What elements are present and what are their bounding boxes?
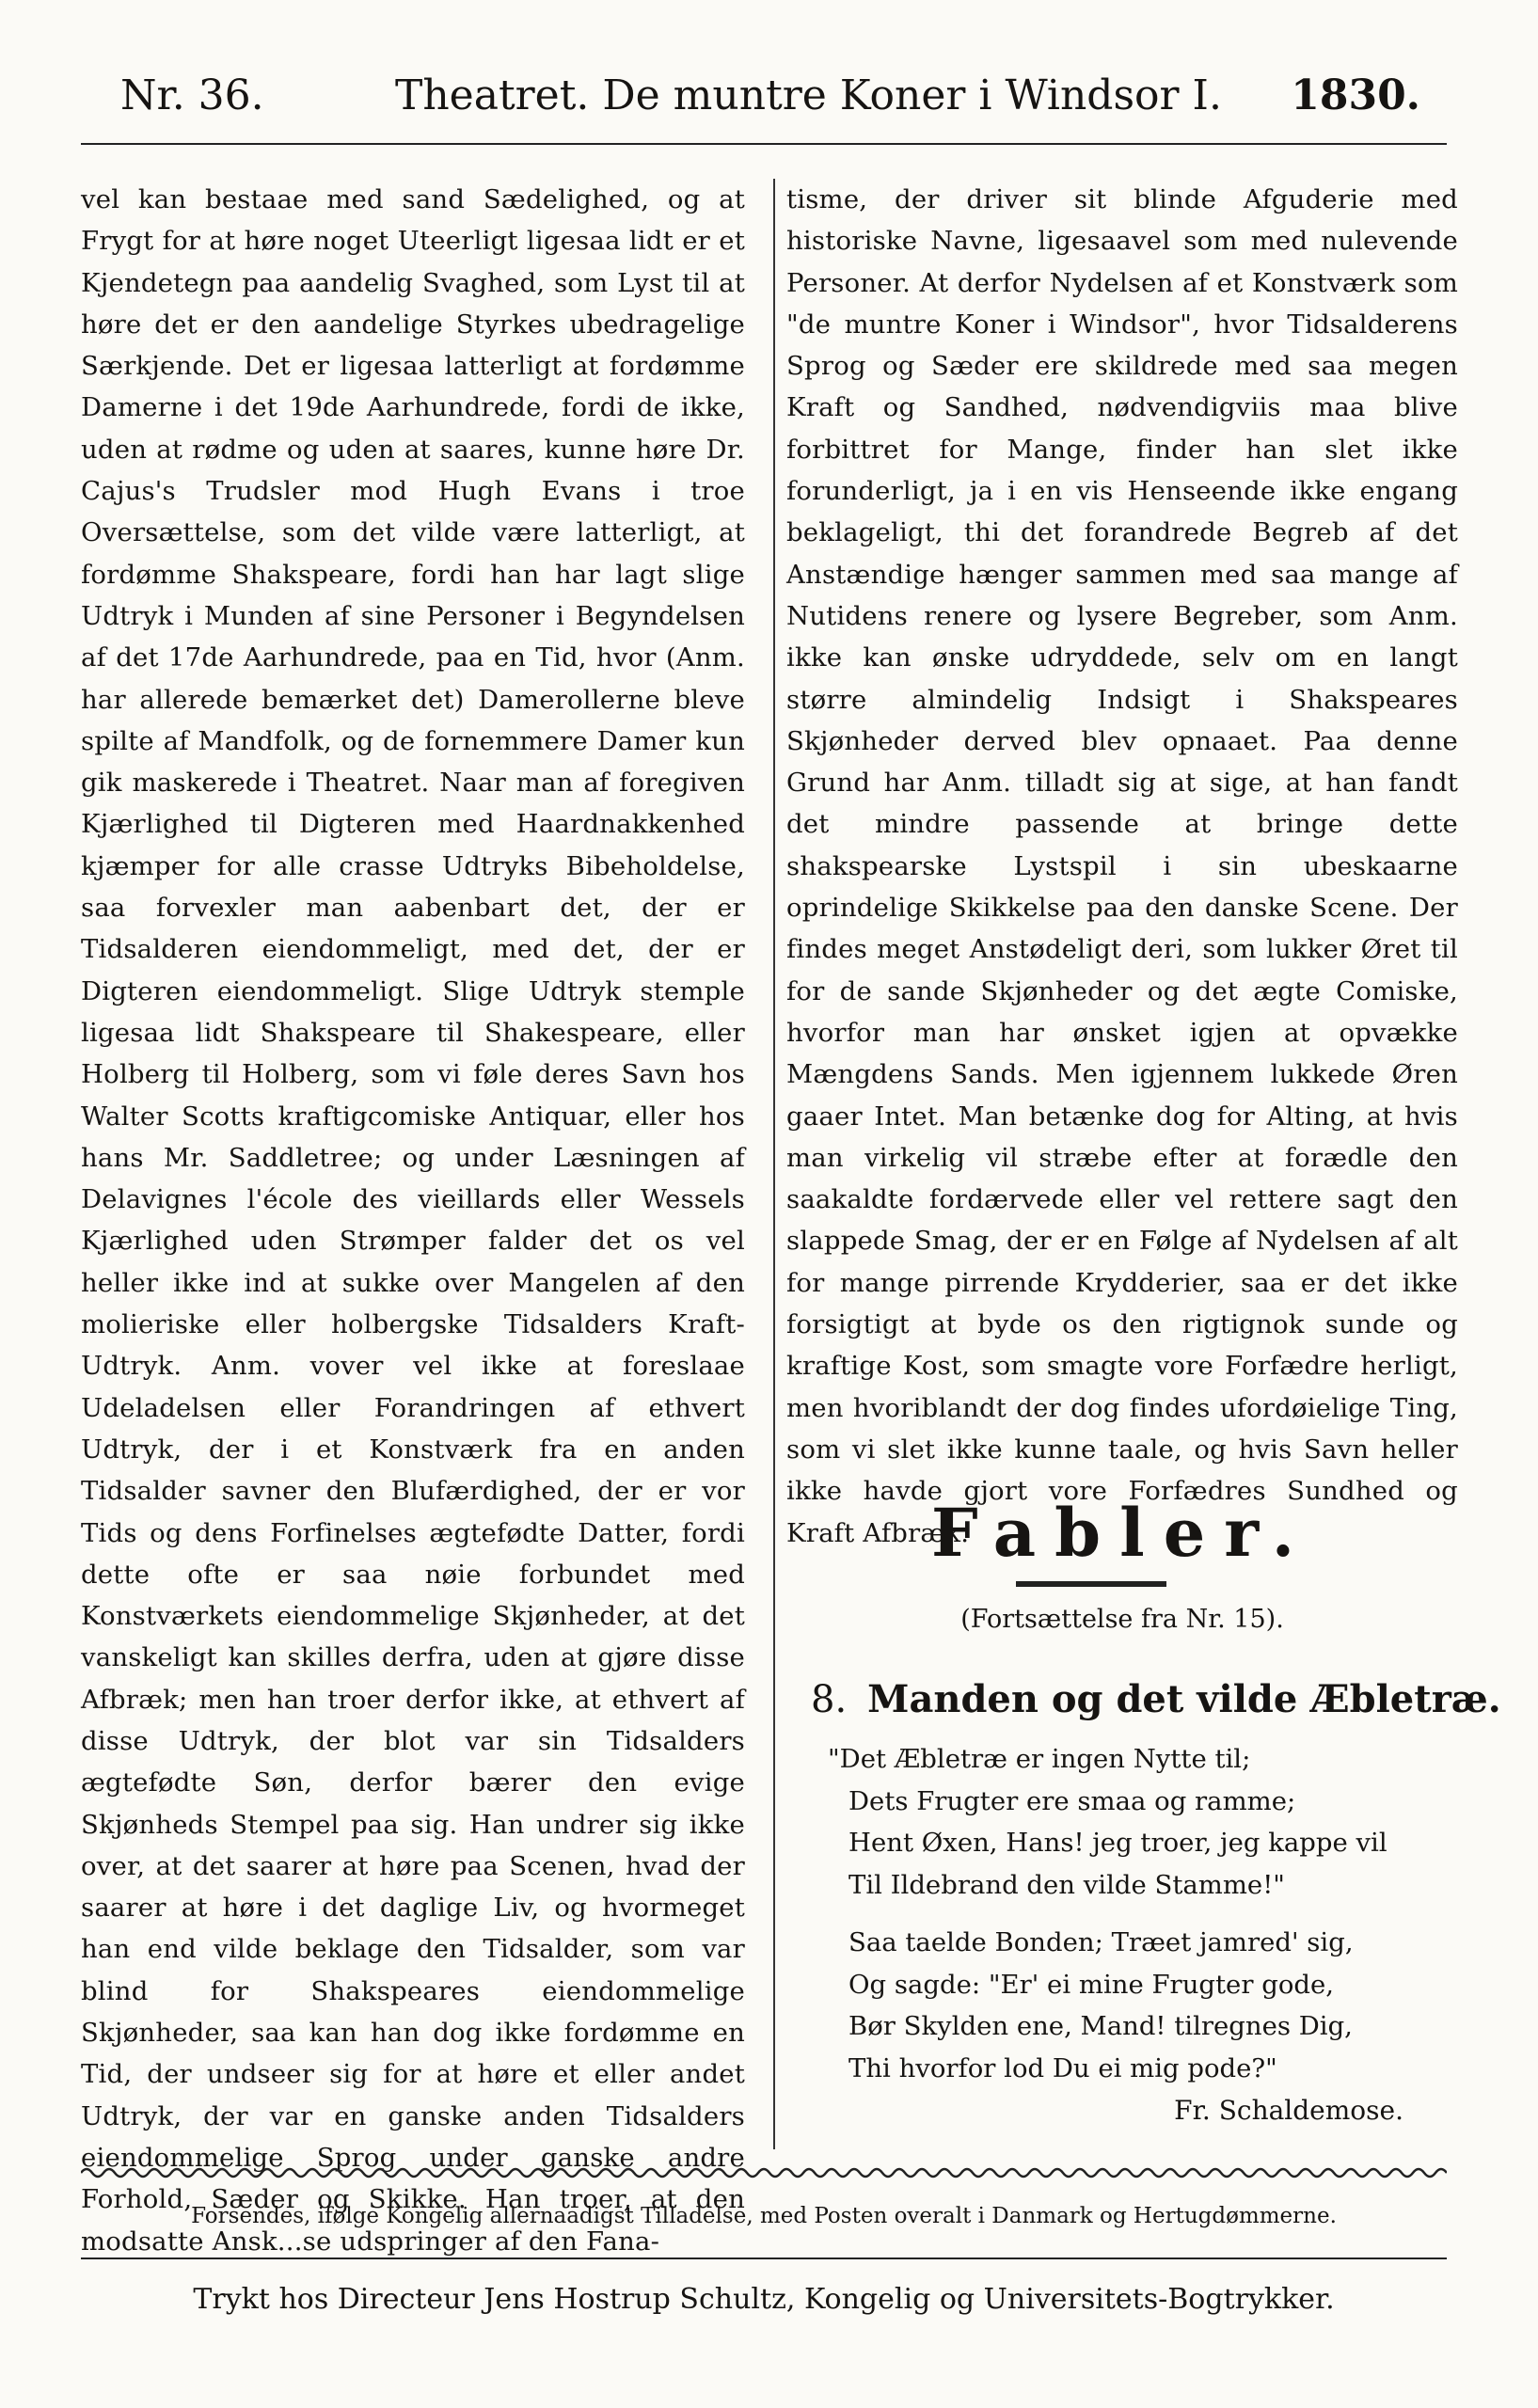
- right-column-text: tisme, der driver sit blinde Afguderie med historiske Navne, ligesaavel som med nulevende Personer. At derfor Nydelsen af et Konstværk som "de muntre Koner i Windsor", hvor Tidsalderens Sprog og Sæder ere skildrede med saa megen Kraft og Sandhed, nødvendigviis maa blive forbittret for Mange, finder han slet ikke forunderligt, ja i en vis Henseende ikke engang beklageligt, thi det forandrede Begreb af det Anstændige hænger sammen med saa mange af Nutidens renere og lysere Begreber, som Anm. ikke kan ønske udryddede, selv om en langt større almindelig Indsigt i Shakspeares Skjønheder derved blev opnaaet. Paa denne Grund har Anm. tilladt sig at sige, at han fandt det mindre passende at bringe dette shakspearske Lystspil i sin ubeskaarne oprindelige Skikkelse paa den danske Scene. Der findes meget Anstødeligt deri, som lukker Øret til for de sande Skjønheder og det ægte Comiske, hvorfor man har ønsket igjen at opvække Mængdens Sands. Men igjennem lukkede Øren gaaer Intet. Man betænke dog for Alting, at hvis man virkelig vil stræbe efter at forædle den saakaldte fordærvede eller vel rettere sagt den slappede Smag, der er en Følge af Nydelsen af alt for mange pirrende Krydderier, saa er det ikke forsigtigt at byde os den rigtignok sunde og kraftige Kost, som smagte vore Forfædre herligt, men hvoriblandt der dog findes ufordøielige Ting, som vi slet ikke kunne taale, og hvis Savn heller ikke havde gjort vore Forfædres Sundhed og Kraft Afbræk.: [786, 184, 1458, 1548]
- verse-line: Og sagde: "Er' ei mine Frugter gode,: [848, 1969, 1335, 2000]
- column-divider: [773, 179, 775, 2149]
- verse-line: Saa taelde Bonden; Træet jamred' sig,: [848, 1927, 1354, 1957]
- issue-year: 1830.: [1291, 71, 1420, 119]
- verse-line: Til Ildebrand den vilde Stamme!": [848, 1869, 1285, 1900]
- verse-line: Hent Øxen, Hans! jeg troer, jeg kappe vil: [848, 1828, 1387, 1858]
- verse-stanza-2: [828, 1922, 1439, 2089]
- fabler-underline: [1016, 1581, 1166, 1587]
- left-column-text: vel kan bestaae med sand Sædelighed, og at Frygt for at høre noget Uteerligt ligesaa lidt er et Kjendetegn paa aandelig Svaghed, som Lyst til at høre det er den aandelige Styrkes ubedragelige Særkjende. Det er ligesaa latterligt at fordømme Damerne i det 19de Aarhundrede, fordi de ikke, uden at rødme og uden at saares, kunne høre Dr. Cajus's Trudsler mod Hugh Evans i troe Oversættelse, som det vilde være latterligt, at fordømme Shakspeare, fordi han har lagt slige Udtryk i Munden af sine Personer i Begyndelsen af det 17de Aarhundrede, paa en Tid, hvor (Anm. har allerede bemærket det) Damerollerne bleve spilte af Mandfolk, og de fornemmere Damer kun gik maskerede i Theatret. Naar man af foregiven Kjærlighed til Digteren med Haardnakkenhed kjæmper for alle crasse Udtryks Bibeholdelse, saa forvexler man aabenbart det, der er Tidsalderen eiendommeligt, med det, der er Digteren eiendommeligt. Slige Udtryk stemple ligesaa lidt Shakspeare til Shakespeare, eller Holberg til Holberg, som vi føle deres Savn hos Walter Scotts kraftigcomiske Antiquar, eller hos hans Mr. Saddletree; og under Læsningen af Delavignes l'école des vieillards eller Wessels Kjærlighed uden Strømper falder det os vel heller ikke ind at sukke over Mangelen af den molieriske eller holbergske Tidsalders Kraft-Udtryk. Anm. vover vel ikke at foreslaae Udeladelsen eller Forandringen af ethvert Udtryk, der i et Konstværk fra en anden Tidsalder savner den Blufærdighed, der er vor Tids og dens Forfinelses ægtefødte Datter, fordi dette ofte er saa nøie forbundet med Konstværkets eiendommelige Skjønheder, at det vanskeligt kan skilles derfra, uden at gjøre disse Afbræk; men han troer derfor ikke, at ethvert af disse Udtryk, der blot var sin Tidsalders ægtefødte Søn, derfor bærer den evige Skjønheds Stempel paa sig. Han undrer sig ikke over, at det saarer at høre paa Scenen, hvad der saarer at høre i det daglige Liv, og hvormeget han end vilde beklage den Tidsalder, som var blind for Shakspeares eiendommelige Skjønheder, saa kan han dog ikke fordømme en Tid, der undseer sig for at høre et eller andet Udtryk, der var en ganske anden Tidsalders eiendommelige Sprog under ganske andre Forhold, Sæder og Skikke. Han troer, at den modsatte Ansk...se udspringer af den Fana-: [81, 184, 745, 2257]
- footer-rule: [81, 2258, 1447, 2259]
- wavy-rule: [81, 2163, 1447, 2182]
- fabler-subheading: (Fortsættelse fra Nr. 15).: [960, 1605, 1284, 1634]
- fable-number: 8.: [811, 1678, 848, 1721]
- page-header: [113, 68, 1420, 124]
- header-rule: [81, 143, 1447, 145]
- verse-line: Thi hvorfor lod Du ei mig pode?": [848, 2052, 1277, 2083]
- left-column: [81, 179, 745, 2257]
- wavy-rule-line: [81, 2169, 1447, 2177]
- fabler-heading: Fabler.: [930, 1494, 1314, 1572]
- verse-line: Dets Frugter ere smaa og ramme;: [848, 1785, 1296, 1816]
- issue-number: Nr. 36.: [120, 71, 264, 119]
- verse-line: Bør Skylden ene, Mand! tilregnes Dig,: [848, 2011, 1353, 2041]
- verse-line: "Det Æbletræ er ingen Nytte til;: [828, 1744, 1251, 1774]
- printer-imprint: Trykt hos Directeur Jens Hostrup Schultz, Kongelig og Universitets-Bogtrykker.: [193, 2283, 1335, 2316]
- fable-title-text: Manden og det vilde Æbletræ.: [867, 1677, 1501, 1721]
- running-title: Theatret. De muntre Koner i Windsor I.: [395, 71, 1222, 119]
- verse-stanza-1: [828, 1738, 1439, 1906]
- fable-title: [811, 1674, 1501, 1725]
- fable-author: Fr. Schaldemose.: [1174, 2095, 1403, 2126]
- distribution-notice: Forsendes, ifølge Kongelig allernaadigst Tilladelse, med Posten overalt i Danmark og Hertugdømmerne.: [191, 2204, 1337, 2228]
